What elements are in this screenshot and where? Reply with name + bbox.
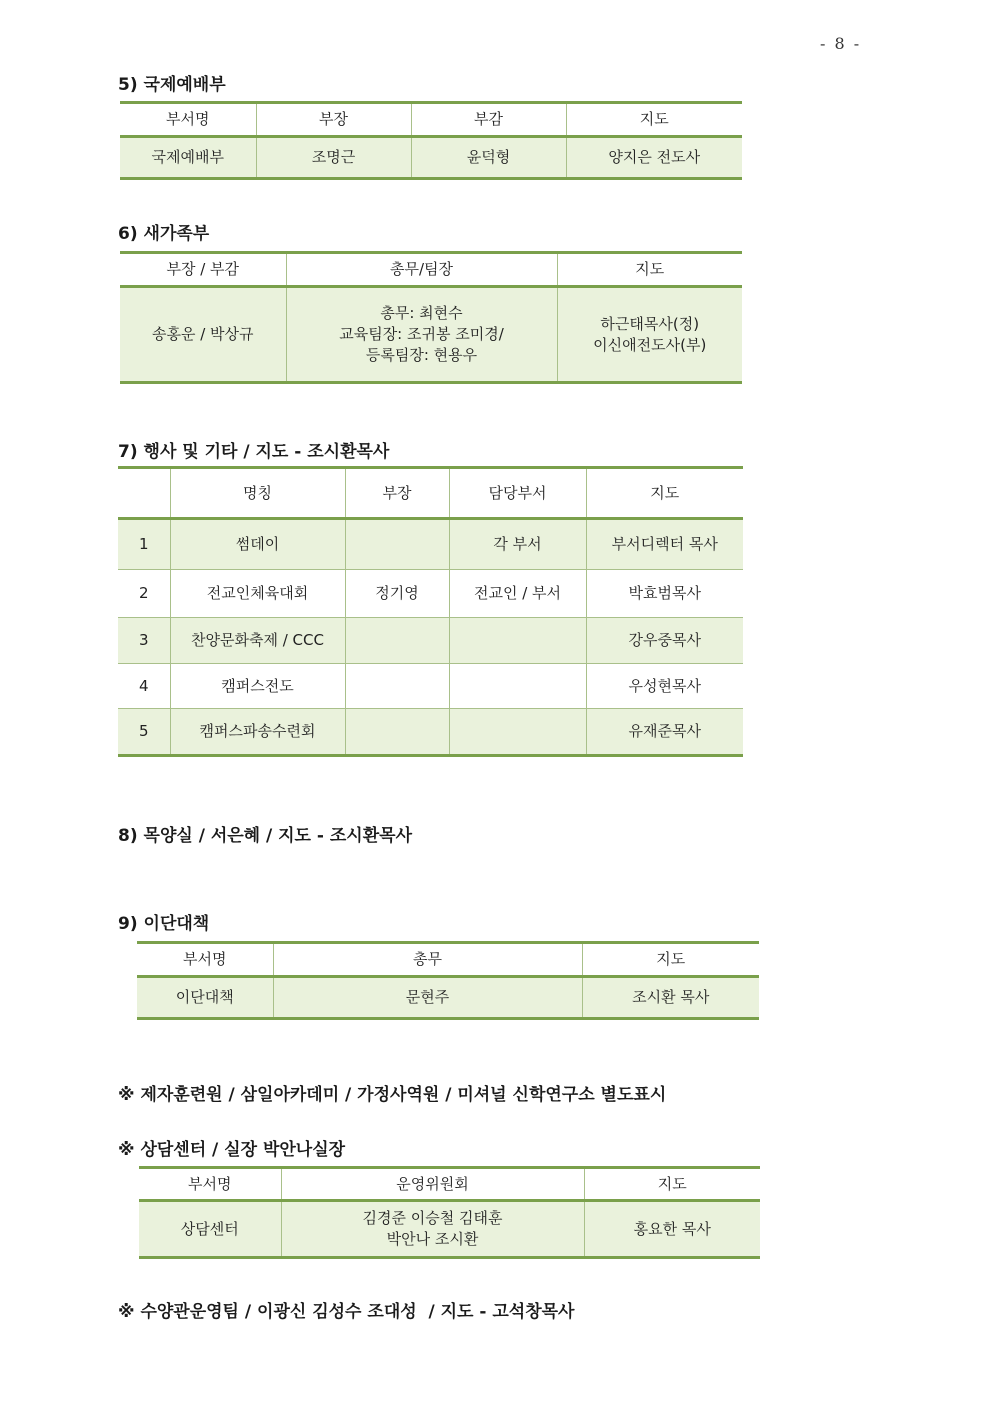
table-cell: 조명근 bbox=[256, 137, 411, 179]
table-cell: 국제예배부 bbox=[120, 137, 256, 179]
table-cell: 정기영 bbox=[345, 570, 449, 618]
table-cell: 상담센터 bbox=[139, 1201, 281, 1258]
table-cell: 홍요한 목사 bbox=[584, 1201, 760, 1258]
header-cell: 부장 bbox=[345, 468, 449, 519]
table-cell: 조시환 목사 bbox=[582, 977, 759, 1019]
cell-line: 하근태목사(정) bbox=[600, 314, 700, 333]
header-cell: 운영위원회 bbox=[281, 1168, 584, 1201]
header-cell: 명칭 bbox=[170, 468, 345, 519]
table-new-family bbox=[120, 251, 742, 384]
table-cell: 전교인체육대회 bbox=[170, 570, 345, 618]
cell-line: 교육팀장: 조귀봉 조미경/ bbox=[339, 325, 504, 343]
header-cell: 부장 / 부감 bbox=[120, 253, 286, 287]
table-row bbox=[137, 977, 759, 1019]
table-cell: 각 부서 bbox=[449, 519, 586, 570]
header-cell: 총무 bbox=[273, 943, 582, 977]
note-counseling-heading: ※ 상담센터 / 실장 박안나실장 bbox=[118, 1140, 346, 1160]
table-header-row bbox=[120, 253, 742, 287]
table-cell: 송홍운 / 박상규 bbox=[120, 287, 286, 383]
table-cell: 썸데이 bbox=[170, 519, 345, 570]
table-cell: 박효범목사 bbox=[586, 570, 743, 618]
table-row bbox=[120, 287, 742, 383]
header-cell: 지도 bbox=[557, 253, 742, 287]
table-international-worship bbox=[120, 101, 742, 180]
table-cell bbox=[286, 287, 557, 383]
table-row bbox=[118, 618, 743, 664]
note-retreat-heading: ※ 수양관운영팀 / 이광신 김성수 조대성 / 지도 - 고석창목사 bbox=[118, 1302, 575, 1322]
cell-line: 박안나 조시환 bbox=[386, 1230, 479, 1248]
table-cell bbox=[449, 618, 586, 664]
header-cell: 부장 bbox=[256, 103, 411, 137]
table-cell: 2 bbox=[118, 570, 170, 618]
table-header-row bbox=[120, 103, 742, 137]
table-cell: 전교인 / 부서 bbox=[449, 570, 586, 618]
header-cell: 지도 bbox=[586, 468, 743, 519]
section-5-heading: 5) 국제예배부 bbox=[118, 75, 226, 95]
header-cell: 지도 bbox=[582, 943, 759, 977]
section-6-heading: 6) 새가족부 bbox=[118, 224, 210, 244]
section-7-heading: 7) 행사 및 기타 / 지도 - 조시환목사 bbox=[118, 442, 390, 462]
table-cell bbox=[345, 519, 449, 570]
table-cell bbox=[449, 709, 586, 756]
table-cell: 부서디렉터 목사 bbox=[586, 519, 743, 570]
note-discipleship-heading: ※ 제자훈련원 / 삼일아카데미 / 가정사역원 / 미셔널 신학연구소 별도표시 bbox=[118, 1085, 667, 1105]
table-cell bbox=[557, 287, 742, 383]
cell-line: 김경준 이승철 김태훈 bbox=[362, 1209, 503, 1227]
table-cell bbox=[449, 664, 586, 709]
table-heresy-response bbox=[137, 941, 759, 1020]
table-header-row bbox=[118, 468, 743, 519]
table-cell: 1 bbox=[118, 519, 170, 570]
table-cell: 캠퍼스전도 bbox=[170, 664, 345, 709]
table-cell: 윤덕형 bbox=[411, 137, 566, 179]
table-row bbox=[118, 519, 743, 570]
table-cell: 5 bbox=[118, 709, 170, 756]
table-row bbox=[120, 137, 742, 179]
table-cell: 3 bbox=[118, 618, 170, 664]
table-cell bbox=[345, 709, 449, 756]
cell-line: 총무: 최현수 bbox=[380, 304, 463, 322]
table-cell: 4 bbox=[118, 664, 170, 709]
table-cell: 찬양문화축제 / CCC bbox=[170, 618, 345, 664]
table-cell bbox=[345, 618, 449, 664]
cell-line: 등록팀장: 현용우 bbox=[365, 346, 478, 364]
header-cell bbox=[118, 468, 170, 519]
table-cell: 문현주 bbox=[273, 977, 582, 1019]
header-cell: 지도 bbox=[566, 103, 742, 137]
table-counseling-center bbox=[139, 1166, 760, 1259]
table-cell: 양지은 전도사 bbox=[566, 137, 742, 179]
header-cell: 부서명 bbox=[120, 103, 256, 137]
header-cell: 부서명 bbox=[137, 943, 273, 977]
table-header-row bbox=[139, 1168, 760, 1201]
table-header-row bbox=[137, 943, 759, 977]
table-cell: 유재준목사 bbox=[586, 709, 743, 756]
table-row bbox=[139, 1201, 760, 1258]
table-cell: 강우중목사 bbox=[586, 618, 743, 664]
cell-line: 이신애전도사(부) bbox=[593, 335, 707, 354]
header-cell: 총무/팀장 bbox=[286, 253, 557, 287]
section-8-heading: 8) 목양실 / 서은혜 / 지도 - 조시환목사 bbox=[118, 826, 412, 846]
header-cell: 부감 bbox=[411, 103, 566, 137]
table-events bbox=[118, 466, 743, 757]
table-cell: 이단대책 bbox=[137, 977, 273, 1019]
header-cell: 부서명 bbox=[139, 1168, 281, 1201]
header-cell: 지도 bbox=[584, 1168, 760, 1201]
header-cell: 담당부서 bbox=[449, 468, 586, 519]
page-number: - 8 - bbox=[820, 34, 862, 53]
table-cell bbox=[281, 1201, 584, 1258]
table-cell bbox=[345, 664, 449, 709]
table-row bbox=[118, 664, 743, 709]
table-row bbox=[118, 570, 743, 618]
table-cell: 캠퍼스파송수련회 bbox=[170, 709, 345, 756]
table-row bbox=[118, 709, 743, 756]
table-cell: 우성현목사 bbox=[586, 664, 743, 709]
section-9-heading: 9) 이단대책 bbox=[118, 914, 210, 934]
